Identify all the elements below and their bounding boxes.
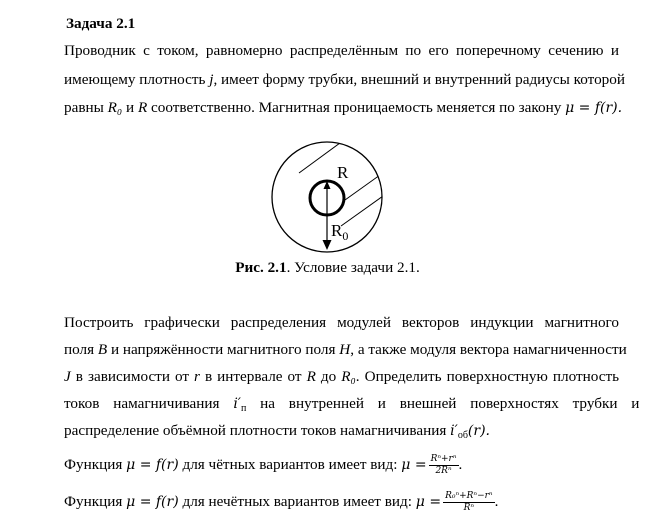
figure-caption: Рис. 2.1. Условие задачи 2.1. <box>235 259 420 276</box>
func-even: Функция μ = f(r) для чётных вариантов имеет вид: μ = $\frac{\text{Rⁿ+rⁿ}}{\text{2Rⁿ}}$ . <box>64 454 463 476</box>
even-fraction: $\frac{\text{Rⁿ+rⁿ}}{\text{2Rⁿ}}$ <box>430 454 457 476</box>
p1-line2: имеющему плотность j, имеет форму трубки, внешний и внутренний радиусы которой <box>64 71 625 88</box>
p2-line2: поля B и напряжённости магнитного поля H, а также модуля вектора намагниченности <box>64 341 627 358</box>
p2-line5: распределение объёмной плотности токов намагничивания $i'_{об}(r)$. <box>64 422 490 441</box>
hatch-lines <box>299 140 405 226</box>
tube-cross-section-figure <box>255 140 405 258</box>
p1-line1: Проводник с током, равномерно распределённым по его поперечному сечению и <box>64 42 619 59</box>
p2-line4: токов намагничивания $i'_п$ на внутренней и внешней поверхностях трубки и <box>64 395 640 414</box>
radius-r0-arrowhead <box>323 240 332 250</box>
p2-line1: Построить графически распределения модулей векторов индукции магнитного <box>64 314 619 331</box>
p2-line3: J в зависимости от r в интервале от R до R₀. Определить поверхностную плотность <box>64 368 620 385</box>
problem-title: Задача 2.1 <box>66 15 136 32</box>
label-r0: $R_0$ <box>331 221 349 243</box>
p1-line3: равны R₀ и R соответственно. Магнитная проницаемость меняется по закону μ = f(r). <box>64 99 623 116</box>
func-odd: Функция μ = f(r) для нечётных вариантов имеет вид: μ = $\frac{\text{R₀ⁿ+Rⁿ−rⁿ}}{\text{Rⁿ}}$ . <box>64 491 499 513</box>
label-r: R <box>337 163 349 182</box>
odd-fraction: $\frac{\text{R₀ⁿ+Rⁿ−rⁿ}}{\text{Rⁿ}}$ <box>445 491 493 513</box>
